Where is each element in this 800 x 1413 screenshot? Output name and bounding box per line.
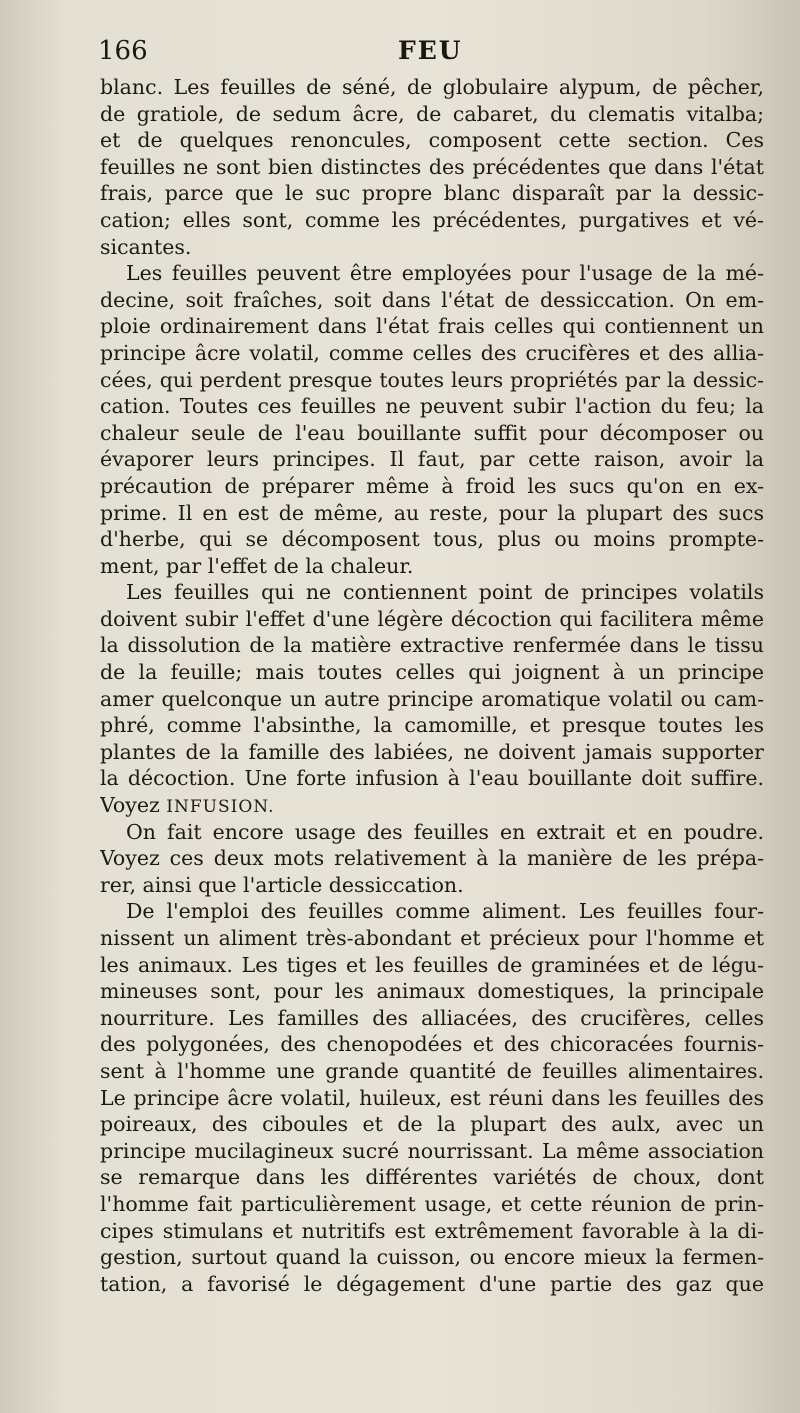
text-line-content: phré, comme l'absinthe, la camomille, et presque toutes les [100,713,764,738]
text-line [100,632,764,659]
cross-reference: INFUSION. [166,797,275,818]
text-line-content: ploie ordinairement dans l'état frais celles qui contiennent un [100,314,764,339]
text-line-content: l'homme fait particulièrement usage, et cette réunion de prin- [100,1191,764,1216]
text-line-content: Le principe âcre volatil, huileux, est réuni dans les feuilles des [100,1085,764,1110]
text-line [100,74,764,101]
text-line [100,313,764,340]
text-line [100,1085,764,1112]
text-line [100,207,764,234]
text-line [100,473,764,500]
text-line-content: amer quelconque un autre principe aromatique volatil ou cam- [100,686,764,711]
page-header [98,36,768,70]
text-line [100,925,764,952]
text-line-content: ment, par l'effet de la chaleur. [100,553,414,578]
text-line-content: de gratiole, de sedum âcre, de cabaret, du clematis vitalba; [100,101,764,126]
text-line-content: la dissolution de la matière extractive renfermée dans le tissu [100,633,764,658]
text-line-content: de la feuille; mais toutes celles qui joignent à un principe [100,660,764,685]
text-line [100,367,764,394]
text-line-content: blanc. Les feuilles de séné, de globulaire alypum, de pêcher, [100,75,764,99]
text-line-content: cipes stimulans et nutritifs est extrêmement favorable à la di- [100,1218,764,1243]
text-line-content: évaporer leurs principes. Il faut, par cette raison, avoir la [100,447,764,472]
text-line [100,260,764,287]
text-line [100,1218,764,1245]
text-line-content: Voyez ces deux mots relativement à la manière de les prépa- [100,846,764,871]
text-line [100,952,764,979]
text-line-content: d'herbe, qui se décomposent tous, plus ou moins prompte- [100,527,764,552]
text-line-content: chaleur seule de l'eau bouillante suffit pour décomposer ou [100,420,764,445]
text-line [100,1138,764,1165]
text-line [100,1111,764,1138]
text-line-content: plantes de la famille des labiées, ne doivent jamais supporter [100,739,764,764]
text-line [100,872,764,899]
text-line [100,127,764,154]
running-head: FEU [398,36,463,65]
text-line-content: et de quelques renoncules, composent cette section. Ces [100,128,764,153]
text-line-content: prime. Il en est de même, au reste, pour la plupart des sucs [100,500,764,525]
text-line-content: sicantes. [100,234,192,259]
text-line [100,500,764,527]
text-line-content: poireaux, des ciboules et de la plupart des aulx, avec un [100,1112,764,1137]
text-line-content: la décoction. Une forte infusion à l'eau bouillante doit suffire. [100,766,764,791]
text-line-content: decine, soit fraîches, soit dans l'état de dessiccation. On em- [100,287,764,312]
text-line [100,553,764,580]
text-line [100,659,764,686]
text-line [100,1191,764,1218]
text-line-content: Les feuilles peuvent être employées pour l'usage de la mé- [126,261,764,286]
text-line-content: principe mucilagineux sucré nourrissant. La même association [100,1138,764,1163]
text-line [100,287,764,314]
text-line-content: gestion, surtout quand la cuisson, ou encore mieux la fermen- [100,1245,764,1270]
text-line-content: les animaux. Les tiges et les feuilles de graminées et de légu- [100,952,764,977]
text-line [100,845,764,872]
text-line [100,1164,764,1191]
text-line [100,1058,764,1085]
text-line [100,579,764,606]
text-line-content: nourriture. Les familles des alliacées, des crucifères, celles [100,1005,764,1030]
text-line [100,819,764,846]
text-line [100,792,764,819]
text-line [100,1005,764,1032]
text-line [100,686,764,713]
text-line [100,154,764,181]
text-line-content: précaution de préparer même à froid les sucs qu'on en ex- [100,473,764,498]
text-line-content: des polygonées, des chenopodées et des chicoracées fournis- [100,1032,764,1057]
text-line-content: frais, parce que le suc propre blanc disparaît par la dessic- [100,181,764,206]
text-line-content: se remarque dans les différentes variétés de choux, dont [100,1165,764,1190]
text-line [100,765,764,792]
text-line [100,526,764,553]
text-line [100,606,764,633]
text-line-content: sent à l'homme une grande quantité de feuilles alimentaires. [100,1058,764,1083]
text-line-content: Voyez [100,793,167,818]
text-line-content: mineuses sont, pour les animaux domestiques, la principale [100,979,764,1004]
text-line [100,1244,764,1271]
text-line [100,446,764,473]
page-number: 166 [98,36,148,66]
text-line-content: cation; elles sont, comme les précédentes, purgatives et vé- [100,207,764,232]
text-line-content: feuilles ne sont bien distinctes des précédentes que dans l'état [100,154,764,179]
text-line [100,978,764,1005]
text-line-content: tation, a favorisé le dégagement d'une partie des gaz que [100,1271,764,1296]
text-line [100,420,764,447]
text-line-content: doivent subir l'effet d'une légère décoction qui facilitera même [100,606,764,631]
text-line-content: On fait encore usage des feuilles en extrait et en poudre. [126,819,764,844]
text-line [100,180,764,207]
text-line-content: rer, ainsi que l'article dessiccation. [100,872,464,897]
text-line [100,712,764,739]
text-line-content: cation. Toutes ces feuilles ne peuvent subir l'action du feu; la [100,394,764,419]
text-line [100,739,764,766]
text-line-content: De l'emploi des feuilles comme aliment. Les feuilles four- [126,899,764,924]
text-line [100,1271,764,1298]
text-line [100,234,764,261]
text-line [100,101,764,128]
text-line-content: principe âcre volatil, comme celles des crucifères et des allia- [100,340,764,365]
text-line-content: nissent un aliment très-abondant et précieux pour l'homme et [100,926,764,950]
text-line-content: cées, qui perdent presque toutes leurs propriétés par la dessic- [100,367,764,392]
text-line [100,1031,764,1058]
text-line [100,393,764,420]
text-line [100,340,764,367]
text-line-content: Les feuilles qui ne contiennent point de principes volatils [126,580,764,605]
body-text [100,74,764,1297]
text-line [100,898,764,925]
